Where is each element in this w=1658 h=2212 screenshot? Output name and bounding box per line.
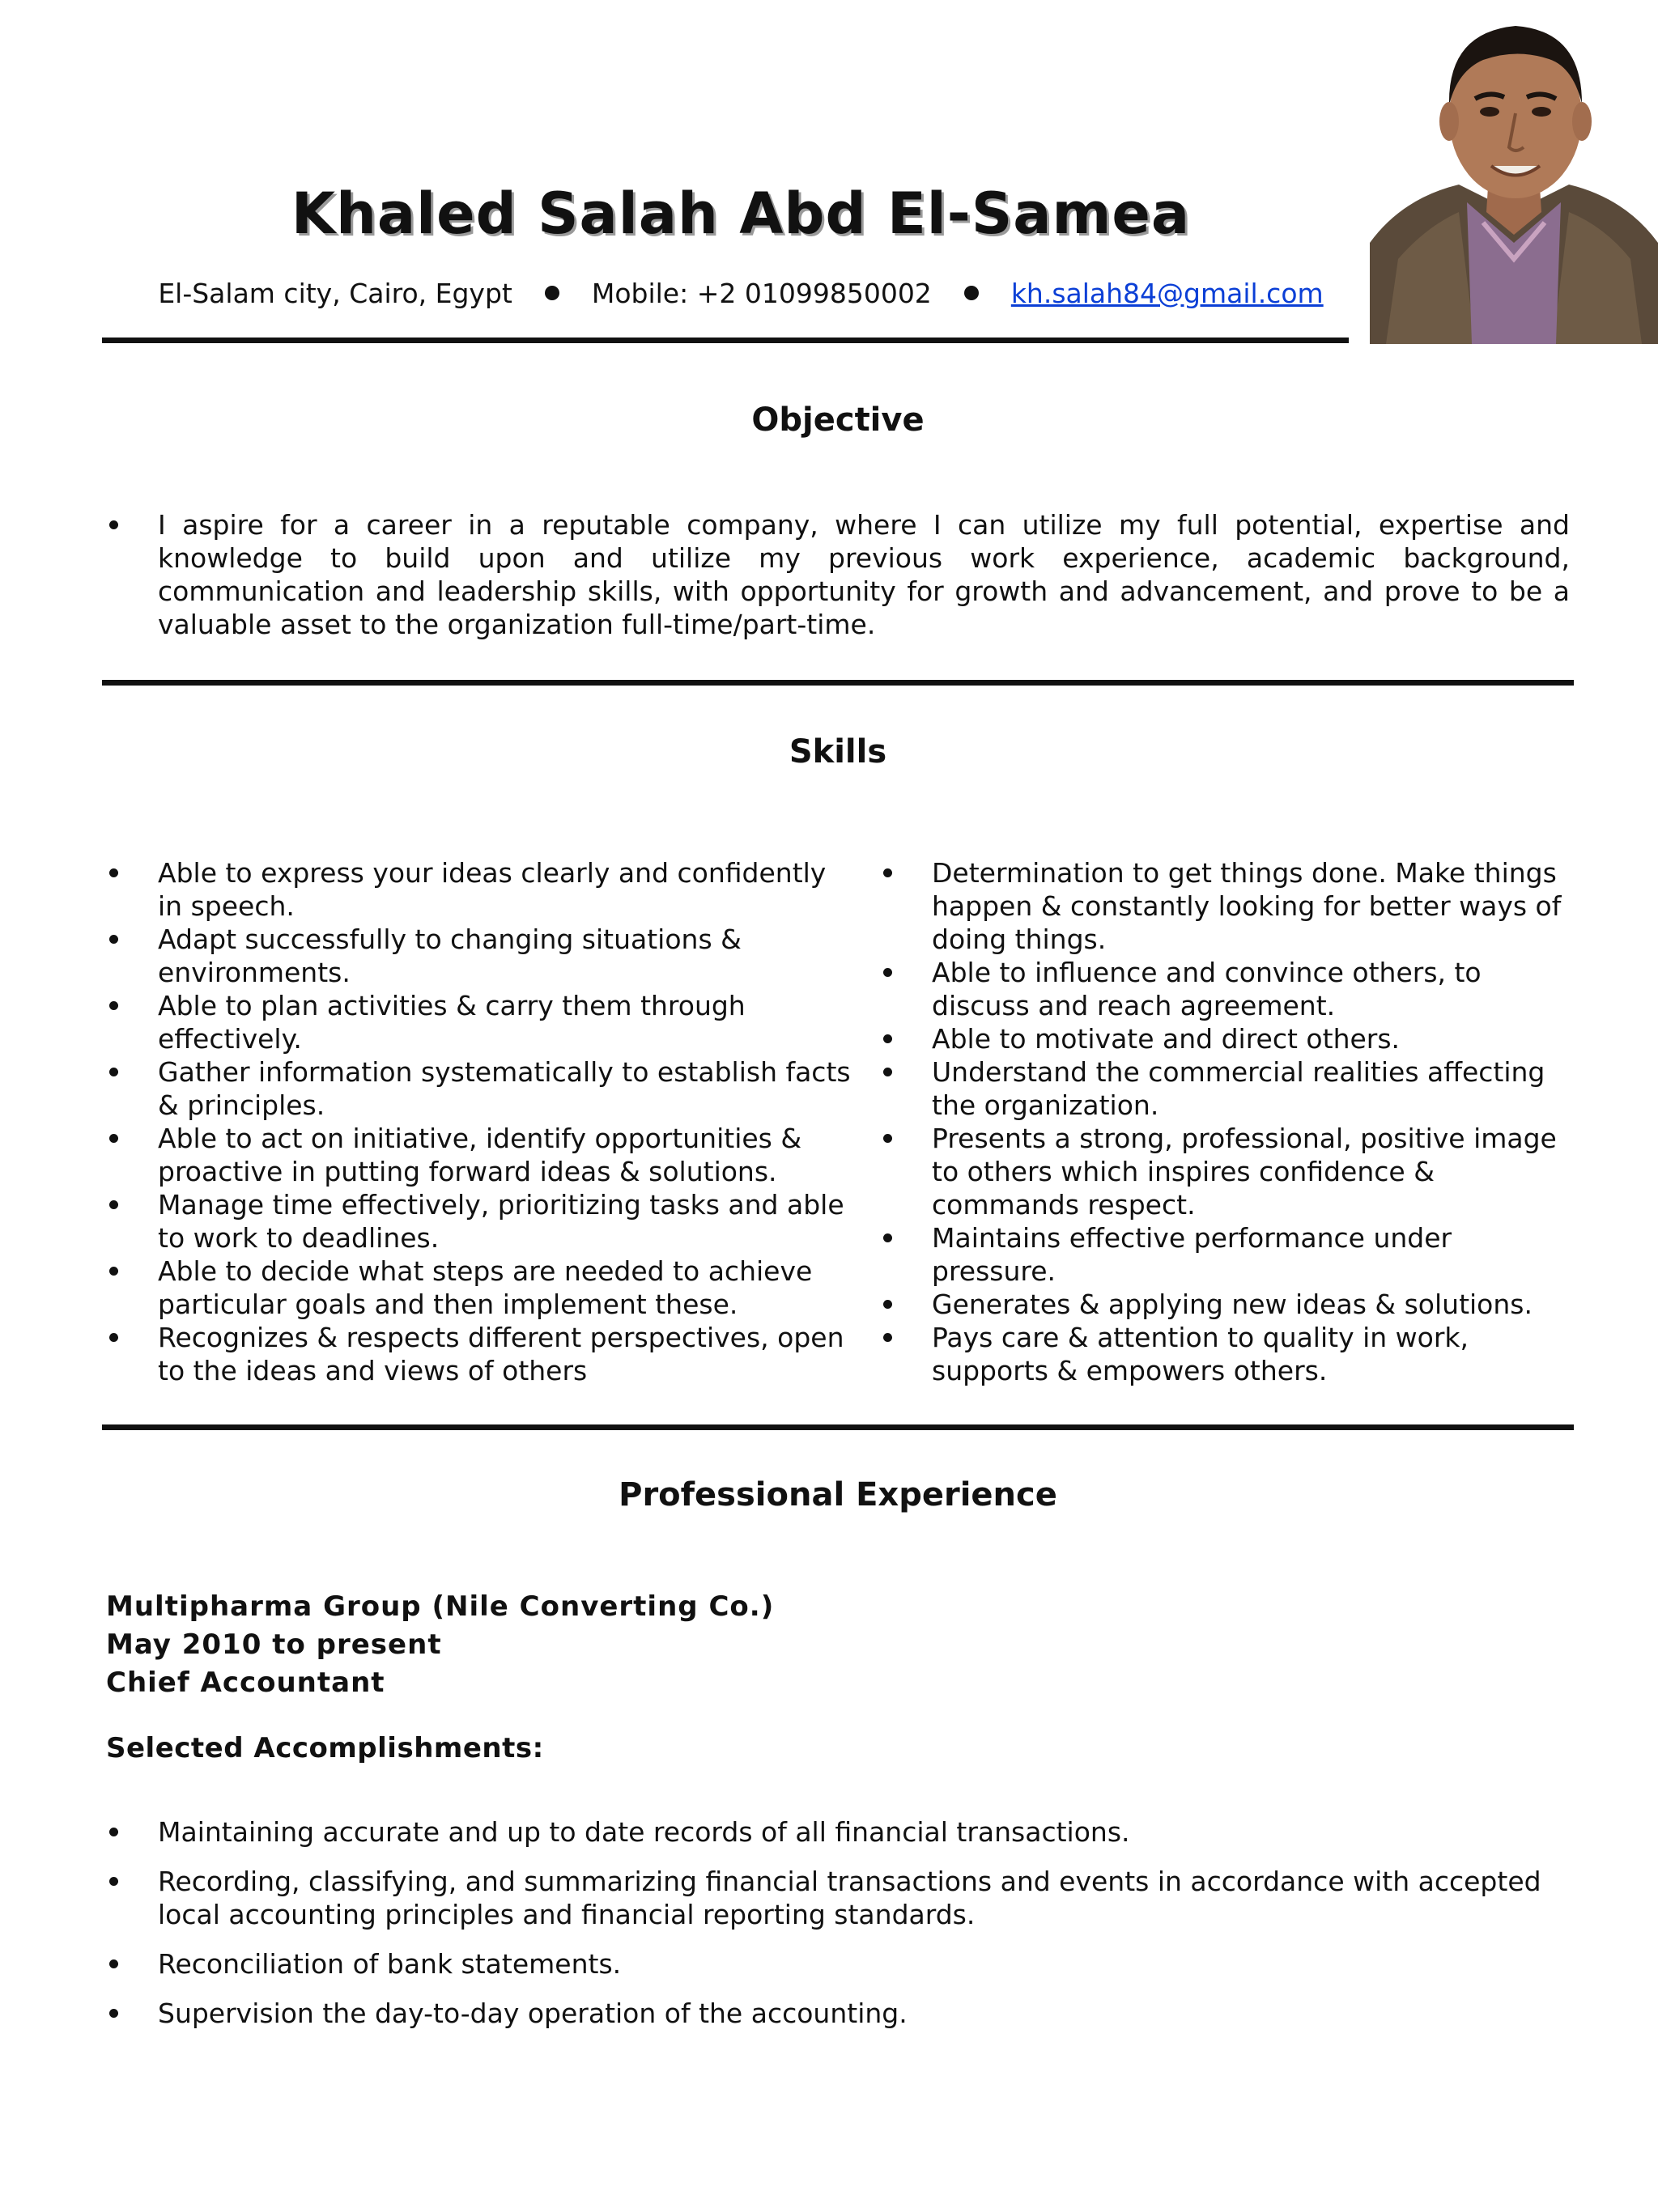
header-divider <box>102 338 1349 343</box>
objective-text: I aspire for a career in a reputable company, where I can utilize my full potential, expertise and knowledge to build upon and utilize my previous work experience, academic background, communication and leadership skills, with opportunity for growth and advancement, and prove to be a valuable asset to the organization full-time/part-time. <box>106 508 1570 641</box>
skills-list-left <box>106 856 856 1387</box>
skill-item: Generates & applying new ideas & solutions. <box>880 1288 1574 1321</box>
skill-item: Able to express your ideas clearly and confidently in speech. <box>106 856 856 923</box>
objective-list <box>106 508 1570 641</box>
skill-item: Recognizes & respects different perspectives, open to the ideas and views of others <box>106 1321 856 1387</box>
skill-item: Understand the commercial realities affecting the organization. <box>880 1055 1574 1122</box>
contact-line <box>102 277 1380 312</box>
employment-period: May 2010 to present <box>106 1628 442 1661</box>
profile-photo <box>1370 0 1658 344</box>
skill-item: Pays care & attention to quality in work, supports & empowers others. <box>880 1321 1574 1387</box>
candidate-name: Khaled Salah Abd El-Samea <box>291 180 1191 247</box>
accomplishment-item: Recording, classifying, and summarizing financial transactions and events in accordance with accepted local accounting principles and financial reporting standards. <box>106 1865 1570 1931</box>
skills-heading: Skills <box>789 733 887 771</box>
skill-item: Able to motivate and direct others. <box>880 1022 1574 1055</box>
address-text: El-Salam city, Cairo, Egypt <box>158 278 512 309</box>
accomplishments-list <box>106 1815 1570 2046</box>
skill-item: Manage time effectively, prioritizing tasks and able to work to deadlines. <box>106 1188 856 1255</box>
objective-heading: Objective <box>751 401 925 439</box>
skill-item: Adapt successfully to changing situations & environments. <box>106 923 856 989</box>
skill-item: Determination to get things done. Make things happen & constantly looking for better ways of doing things. <box>880 856 1574 956</box>
skill-item: Able to plan activities & carry them through effectively. <box>106 989 856 1055</box>
company-name: Multipharma Group (Nile Converting Co.) <box>106 1590 775 1623</box>
separator-dot-icon <box>964 286 979 300</box>
mobile-text: Mobile: +2 01099850002 <box>591 278 932 309</box>
accomplishment-item: Supervision the day-to-day operation of the accounting. <box>106 1997 1570 2030</box>
accomplishment-item: Reconciliation of bank statements. <box>106 1947 1570 1981</box>
skill-item: Able to act on initiative, identify opportunities & proactive in putting forward ideas & solutions. <box>106 1122 856 1188</box>
skill-item: Able to influence and convince others, to discuss and reach agreement. <box>880 956 1574 1022</box>
objective-divider <box>102 680 1574 686</box>
accomplishment-item: Maintaining accurate and up to date records of all financial transactions. <box>106 1815 1570 1849</box>
accomplishments-heading: Selected Accomplishments: <box>106 1732 544 1764</box>
skills-list-right <box>880 856 1574 1387</box>
skill-item: Gather information systematically to establish facts & principles. <box>106 1055 856 1122</box>
separator-dot-icon <box>545 286 559 300</box>
profile-photo-illustration <box>1370 0 1658 344</box>
job-title: Chief Accountant <box>106 1666 385 1699</box>
experience-heading: Professional Experience <box>619 1476 1057 1514</box>
skill-item: Presents a strong, professional, positive image to others which inspires confidence & commands respect. <box>880 1122 1574 1221</box>
skill-item: Able to decide what steps are needed to achieve particular goals and then implement these. <box>106 1255 856 1321</box>
skills-divider <box>102 1424 1574 1430</box>
skill-item: Maintains effective performance under pressure. <box>880 1221 1574 1288</box>
email-link[interactable]: kh.salah84@gmail.com <box>1010 278 1324 309</box>
